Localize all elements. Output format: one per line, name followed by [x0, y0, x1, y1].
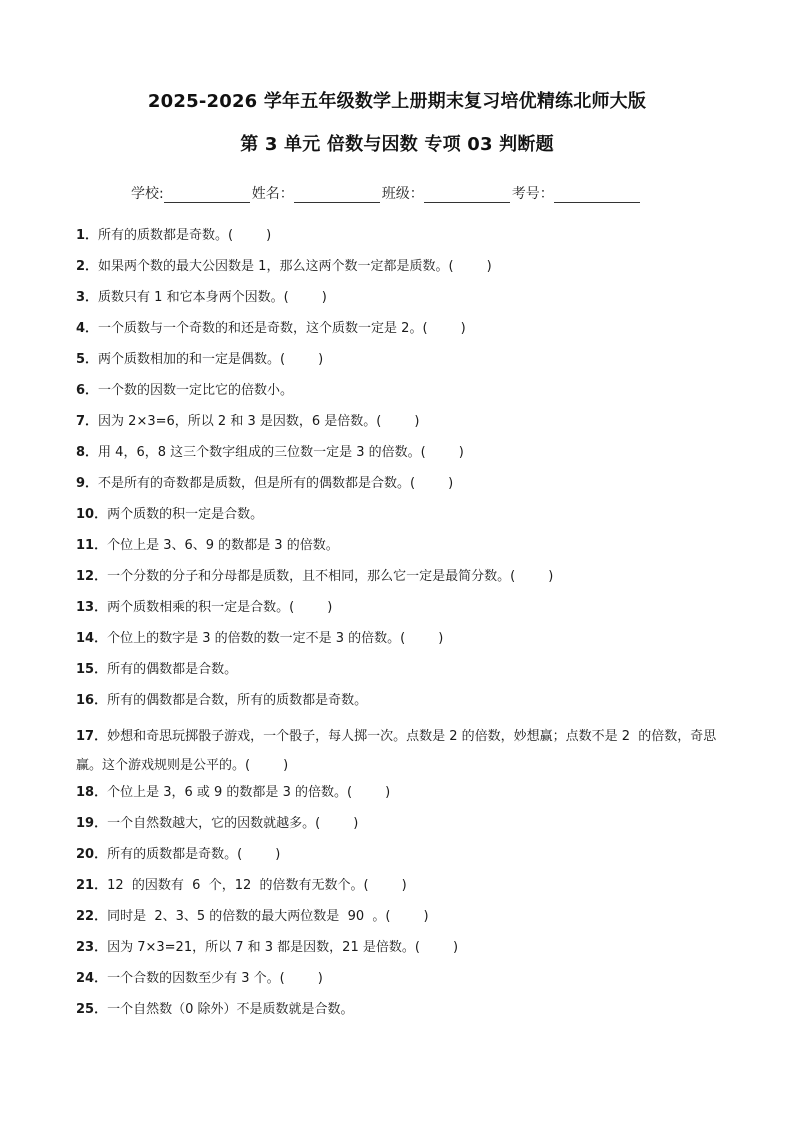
question-text: 两个质数相加的和一定是偶数。( )	[98, 352, 324, 367]
question-text: 所有的质数都是奇数。( )	[98, 228, 272, 243]
name-blank	[294, 186, 380, 203]
question-text: 所有的质数都是奇数。( )	[107, 847, 281, 862]
class-blank	[424, 186, 510, 203]
document-subtitle: 第 3 单元 倍数与因数 专项 03 判断题	[240, 134, 554, 155]
question-number: 8．	[76, 445, 99, 460]
exam-number-label: 考号：	[511, 186, 554, 202]
question-text: 个位上是 3，6 或 9 的数都是 3 的倍数。( )	[107, 785, 391, 800]
question-text: 因为 7×3=21，所以 7 和 3 都是因数，21 是倍数。( )	[107, 940, 459, 955]
document-title: 2025-2026 学年五年级数学上册期末复习培优精练北师大版	[147, 91, 647, 112]
question-item	[76, 412, 736, 431]
question-number: 1．	[76, 228, 99, 243]
question-item	[76, 474, 736, 493]
question-number: 3．	[76, 290, 99, 305]
question-text: 妙想和奇思玩掷骰子游戏，一个骰子，每人掷一次。点数是 2 的倍数，妙想赢；点数不是 2 的倍数，奇思赢。这个游戏规则是公平的。( )	[76, 729, 717, 773]
question-number: 9．	[76, 476, 99, 491]
question-item	[76, 598, 736, 617]
question-item	[76, 722, 736, 780]
question-text: 因为 2×3=6，所以 2 和 3 是因数，6 是倍数。( )	[98, 414, 420, 429]
question-number: 7．	[76, 414, 99, 429]
question-item	[76, 845, 736, 864]
school-label: 学校:	[131, 186, 164, 202]
question-text: 一个自然数（0 除外）不是质数就是合数。	[107, 1002, 354, 1017]
question-number: 6．	[76, 383, 99, 398]
question-item	[76, 629, 736, 648]
question-number: 19．	[76, 816, 108, 831]
question-item	[76, 443, 736, 462]
question-text: 两个质数相乘的积一定是合数。( )	[107, 600, 333, 615]
question-number: 4．	[76, 321, 99, 336]
question-text: 个位上的数字是 3 的倍数的数一定不是 3 的倍数。( )	[107, 631, 444, 646]
question-number: 10．	[76, 507, 108, 522]
question-number: 11．	[76, 538, 108, 553]
school-blank	[164, 186, 250, 203]
question-item	[76, 505, 736, 524]
question-text: 一个自然数越大，它的因数就越多。( )	[107, 816, 359, 831]
question-number: 22．	[76, 909, 108, 924]
question-number: 24．	[76, 971, 108, 986]
question-item	[76, 288, 736, 307]
question-text: 一个质数与一个奇数的和还是奇数，这个质数一定是 2。( )	[98, 321, 466, 336]
question-number: 14．	[76, 631, 108, 646]
question-item	[76, 938, 736, 957]
question-text: 质数只有 1 和它本身两个因数。( )	[98, 290, 327, 305]
question-item	[76, 257, 736, 276]
question-number: 13．	[76, 600, 108, 615]
question-number: 20．	[76, 847, 108, 862]
question-number: 21．	[76, 878, 108, 893]
question-number: 5．	[76, 352, 99, 367]
question-item	[76, 1000, 736, 1019]
question-item	[76, 876, 736, 895]
question-item	[76, 350, 736, 369]
question-number: 23．	[76, 940, 108, 955]
student-info-row	[131, 181, 642, 203]
question-number: 16．	[76, 693, 108, 708]
class-label: 班级：	[381, 186, 424, 202]
question-number: 2．	[76, 259, 99, 274]
question-number: 12．	[76, 569, 108, 584]
question-item	[76, 536, 736, 555]
question-text: 个位上是 3、6、9 的数都是 3 的倍数。	[107, 538, 339, 553]
exam-number-blank	[554, 186, 640, 203]
question-text: 一个合数的因数至少有 3 个。( )	[107, 971, 323, 986]
question-item	[76, 660, 736, 679]
question-text: 用 4，6，8 这三个数字组成的三位数一定是 3 的倍数。( )	[98, 445, 464, 460]
question-number: 25．	[76, 1002, 108, 1017]
question-item	[76, 969, 736, 988]
question-number: 17．	[76, 729, 108, 744]
question-item	[76, 907, 736, 926]
question-text: 一个数的因数一定比它的倍数小。	[98, 383, 294, 398]
question-item	[76, 783, 736, 802]
question-number: 18．	[76, 785, 108, 800]
question-text: 如果两个数的最大公因数是 1，那么这两个数一定都是质数。( )	[98, 259, 492, 274]
question-item	[76, 691, 736, 710]
question-text: 不是所有的奇数都是质数，但是所有的偶数都是合数。( )	[98, 476, 454, 491]
question-text: 一个分数的分子和分母都是质数，且不相同，那么它一定是最简分数。( )	[107, 569, 554, 584]
question-text: 所有的偶数都是合数。	[107, 662, 238, 677]
question-text: 所有的偶数都是合数，所有的质数都是奇数。	[107, 693, 368, 708]
question-text: 同时是 2、3、5 的倍数的最大两位数是 90 。( )	[107, 909, 429, 924]
question-list	[76, 226, 736, 1031]
question-text: 两个质数的积一定是合数。	[107, 507, 264, 522]
question-item	[76, 226, 736, 245]
name-label: 姓名：	[251, 186, 294, 202]
question-item	[76, 319, 736, 338]
question-item	[76, 567, 736, 586]
question-number: 15．	[76, 662, 108, 677]
question-item	[76, 381, 736, 400]
question-item	[76, 814, 736, 833]
question-text: 12 的因数有 6 个，12 的倍数有无数个。( )	[107, 878, 407, 893]
